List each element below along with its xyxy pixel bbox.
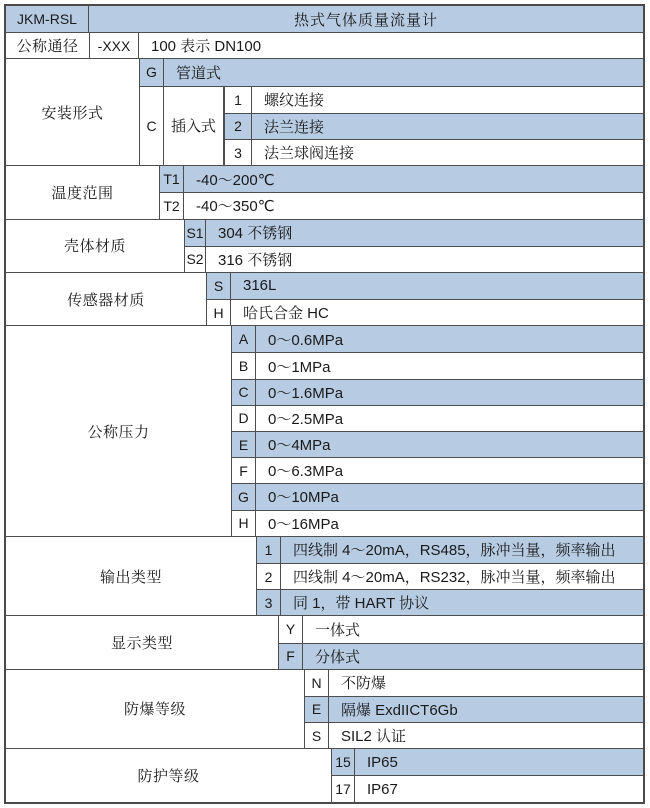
option-row	[231, 405, 643, 431]
option-value: 哈氏合金 HC	[243, 305, 329, 323]
option-code: 2	[256, 564, 281, 589]
option-value: 管道式	[176, 64, 222, 82]
section-label: 公称压力	[6, 326, 231, 536]
section-housing-material	[6, 219, 643, 272]
option-code: C	[231, 380, 256, 405]
option-code: E	[304, 697, 329, 722]
model-code: JKM-RSL	[6, 6, 89, 32]
option-value: 100 表示 DN100	[151, 38, 262, 56]
option-code: G	[231, 484, 256, 509]
option-row	[256, 589, 643, 615]
option-row	[231, 483, 643, 509]
option-code: F	[278, 644, 303, 669]
option-value: SIL2 认证	[341, 728, 407, 746]
option-value: 304 不锈钢	[218, 225, 293, 243]
option-value: 0～2.5MPa	[268, 410, 344, 428]
option-code: E	[231, 432, 256, 457]
option-row	[231, 431, 643, 457]
option-code: -XXX	[89, 33, 139, 58]
option-code: S	[206, 273, 231, 299]
section-label: 显示类型	[6, 616, 278, 668]
option-value: -40～200℃	[196, 171, 275, 189]
option-code: 1	[256, 537, 281, 563]
option-value: 一体式	[315, 621, 361, 639]
section-display-type	[6, 615, 643, 668]
option-value: IP65	[367, 753, 398, 771]
option-code: A	[231, 326, 256, 352]
section-label: 防护等级	[6, 749, 331, 801]
option-row	[159, 166, 643, 192]
option-row	[231, 379, 643, 405]
option-value: 0～6.3MPa	[268, 463, 344, 481]
option-code: H	[206, 300, 231, 325]
option-code: G	[139, 59, 164, 85]
option-value: 同 1，带 HART 协议	[293, 595, 430, 613]
option-row	[224, 113, 643, 139]
option-code: B	[231, 353, 256, 378]
table-header-row	[6, 6, 643, 32]
section-label: 公称通径	[6, 33, 89, 58]
option-row	[206, 273, 643, 299]
option-value: 0～1MPa	[268, 358, 331, 376]
option-value: 隔爆 ExdIICT6Gb	[341, 701, 458, 719]
option-code: Y	[278, 616, 303, 642]
option-code: S	[304, 723, 329, 748]
option-value: 316 不锈钢	[218, 251, 293, 269]
option-code: 3	[256, 590, 281, 615]
option-code: N	[304, 670, 329, 696]
option-value: 0～1.6MPa	[268, 384, 344, 402]
section-nominal-diameter	[6, 32, 643, 58]
section-label: 壳体材质	[6, 220, 184, 272]
option-row	[304, 696, 643, 722]
option-row	[256, 563, 643, 589]
option-row	[224, 139, 643, 165]
option-code: D	[231, 406, 256, 431]
option-value: 四线制 4～20mA，RS232，脉冲当量，频率输出	[293, 569, 616, 587]
section-label: 传感器材质	[6, 273, 206, 325]
section-temperature-range	[6, 165, 643, 218]
option-code: T1	[159, 166, 184, 192]
option-row	[231, 457, 643, 483]
option-row	[224, 87, 643, 113]
option-value: IP67	[367, 780, 398, 798]
section-label: 输出类型	[6, 537, 256, 616]
section-label: 防爆等级	[6, 670, 304, 749]
option-code: H	[231, 511, 256, 536]
insert-type-group	[139, 86, 643, 166]
option-value: 螺纹连接	[264, 92, 325, 110]
option-value: -40～350℃	[196, 198, 275, 216]
section-install-type	[6, 58, 643, 165]
section-label: 安装形式	[6, 59, 139, 165]
section-sensor-material	[6, 272, 643, 325]
option-code: 15	[331, 749, 355, 775]
section-protection-grade	[6, 748, 643, 801]
option-code: 2	[224, 114, 252, 139]
option-code: 3	[224, 140, 252, 165]
option-code: T2	[159, 193, 184, 218]
option-code: C	[139, 87, 164, 166]
option-code: 1	[224, 87, 252, 113]
option-row	[304, 722, 643, 748]
option-value: 法兰连接	[264, 118, 325, 136]
option-value: 法兰球阀连接	[264, 145, 355, 163]
option-row	[331, 749, 643, 775]
option-code: 17	[331, 776, 355, 801]
section-explosion-proof-grade	[6, 669, 643, 749]
option-row	[184, 246, 643, 272]
option-row	[159, 192, 643, 218]
option-row	[206, 299, 643, 325]
option-value: 0～16MPa	[268, 515, 339, 533]
option-row	[278, 643, 643, 669]
option-value: 0～10MPa	[268, 489, 339, 507]
section-nominal-pressure	[6, 325, 643, 536]
option-code: F	[231, 458, 256, 483]
option-value: 四线制 4～20mA，RS485，脉冲当量，频率输出	[293, 542, 616, 560]
model-selection-table	[4, 4, 645, 804]
insert-type-label: 插入式	[164, 87, 224, 166]
section-output-type	[6, 536, 643, 616]
option-row	[139, 59, 643, 85]
option-row	[304, 670, 643, 696]
page-title: 热式气体质量流量计	[293, 11, 438, 29]
option-value: 0～0.6MPa	[268, 331, 344, 349]
option-row	[231, 326, 643, 352]
option-row	[184, 220, 643, 246]
option-row	[331, 775, 643, 801]
option-row	[231, 510, 643, 536]
option-value: 316L	[243, 277, 277, 295]
option-code: S1	[184, 220, 206, 246]
option-row	[256, 537, 643, 563]
option-value: 分体式	[315, 648, 361, 666]
option-code: S2	[184, 247, 206, 272]
option-row	[231, 352, 643, 378]
option-value: 0～4MPa	[268, 437, 331, 455]
section-label: 温度范围	[6, 166, 159, 218]
option-value: 不防爆	[341, 675, 387, 693]
option-row	[278, 616, 643, 642]
